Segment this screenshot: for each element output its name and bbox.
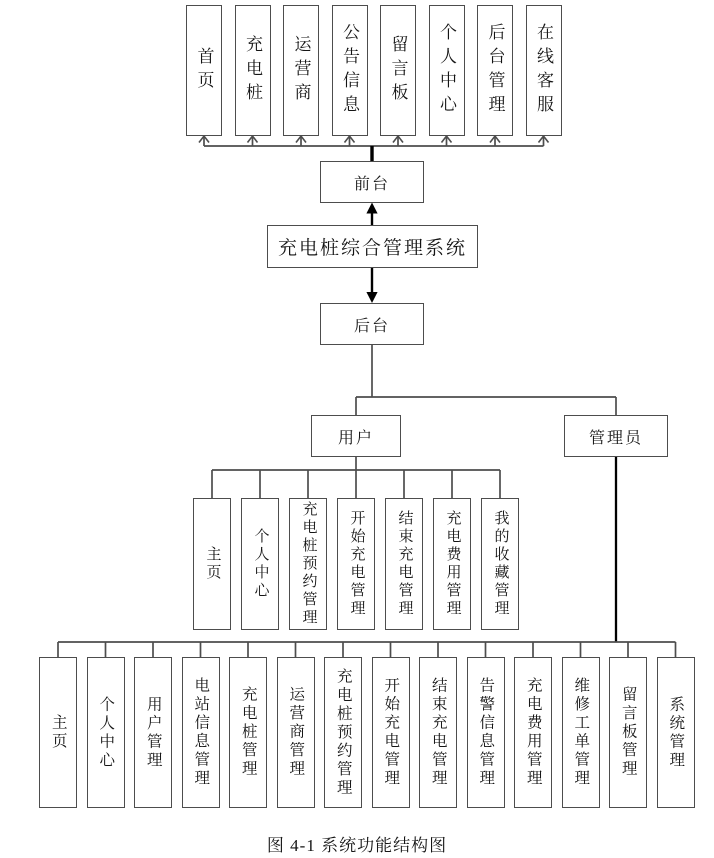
node-label: 后台 xyxy=(353,317,390,335)
node-user-charging-fee-mgmt xyxy=(433,498,471,630)
node-front-charging-pile xyxy=(235,5,271,136)
node-front-backend-admin xyxy=(477,5,513,136)
node-admin-start-charging-mgmt xyxy=(372,657,410,808)
node-label: 运营商 xyxy=(291,34,311,107)
frontend-bus-connector xyxy=(199,136,549,161)
node-user-favorites-mgmt xyxy=(481,498,519,630)
node-label: 充电费用管理 xyxy=(444,510,461,618)
node-system-root xyxy=(267,225,478,268)
node-admin-role xyxy=(564,415,668,457)
node-label: 前台 xyxy=(353,175,390,193)
node-admin-operator-mgmt xyxy=(277,657,315,808)
node-label: 告警信息管理 xyxy=(477,677,495,788)
node-admin-end-charging-mgmt xyxy=(419,657,457,808)
node-label: 用户 xyxy=(337,429,374,447)
node-label: 留言板管理 xyxy=(619,686,637,779)
node-label: 在线客服 xyxy=(534,22,553,119)
node-label: 首页 xyxy=(194,46,214,95)
node-front xyxy=(320,161,424,203)
role-split-connector xyxy=(356,345,616,415)
node-label: 系统管理 xyxy=(667,695,685,770)
node-admin-home xyxy=(39,657,77,808)
node-front-home xyxy=(186,5,222,136)
node-label: 结束充电管理 xyxy=(429,677,447,788)
node-user-home xyxy=(193,498,231,630)
node-label: 管理员 xyxy=(588,429,643,447)
node-label: 开始充电管理 xyxy=(348,510,365,618)
node-front-announcement xyxy=(332,5,368,136)
node-label: 个人中心 xyxy=(97,695,115,770)
arrow-down-to-back xyxy=(366,268,377,303)
node-front-message-board xyxy=(380,5,416,136)
node-admin-pile-reservation-mgmt xyxy=(324,657,362,808)
node-label: 我的收藏管理 xyxy=(492,510,509,618)
node-label: 运营商管理 xyxy=(287,686,305,779)
node-admin-alarm-info-mgmt xyxy=(467,657,505,808)
node-label: 充电桩综合管理系统 xyxy=(277,238,467,259)
arrow-up-to-front xyxy=(366,203,377,227)
node-label: 后台管理 xyxy=(485,22,505,119)
node-user-personal-center xyxy=(241,498,279,630)
node-admin-repair-order-mgmt xyxy=(562,657,600,808)
node-front-online-service xyxy=(526,5,562,136)
node-user-role xyxy=(311,415,401,457)
node-admin-message-board-mgmt xyxy=(609,657,647,808)
node-label: 充电费用管理 xyxy=(524,677,542,788)
node-label: 主页 xyxy=(49,714,67,751)
node-front-personal-center xyxy=(429,5,465,136)
node-back xyxy=(320,303,424,345)
user-modules-connector xyxy=(212,457,500,498)
node-admin-charging-fee-mgmt xyxy=(514,657,552,808)
node-user-end-charging-mgmt xyxy=(385,498,423,630)
node-label: 结束充电管理 xyxy=(396,510,413,618)
node-front-operator xyxy=(283,5,319,136)
node-label: 充电桩预约管理 xyxy=(300,501,317,627)
node-user-start-charging-mgmt xyxy=(337,498,375,630)
node-label: 公告信息 xyxy=(340,22,359,119)
node-admin-station-info-mgmt xyxy=(182,657,220,808)
node-label: 充电桩 xyxy=(243,34,262,107)
figure-caption: 图 4-1 系统功能结构图 xyxy=(266,836,448,855)
node-label: 维修工单管理 xyxy=(572,677,590,788)
node-label: 开始充电管理 xyxy=(382,677,400,788)
node-label: 个人中心 xyxy=(437,22,456,119)
node-label: 用户管理 xyxy=(144,695,162,770)
node-label: 主页 xyxy=(204,546,221,582)
node-admin-personal-center xyxy=(87,657,125,808)
node-label: 留言板 xyxy=(388,34,408,107)
node-admin-user-mgmt xyxy=(134,657,172,808)
node-admin-system-mgmt xyxy=(657,657,695,808)
node-label: 电站信息管理 xyxy=(192,677,210,788)
node-label: 个人中心 xyxy=(252,528,269,600)
node-label: 充电桩预约管理 xyxy=(334,667,352,798)
node-user-pile-reservation-mgmt xyxy=(289,498,327,630)
node-label: 充电桩管理 xyxy=(239,686,257,779)
node-admin-pile-mgmt xyxy=(229,657,267,808)
